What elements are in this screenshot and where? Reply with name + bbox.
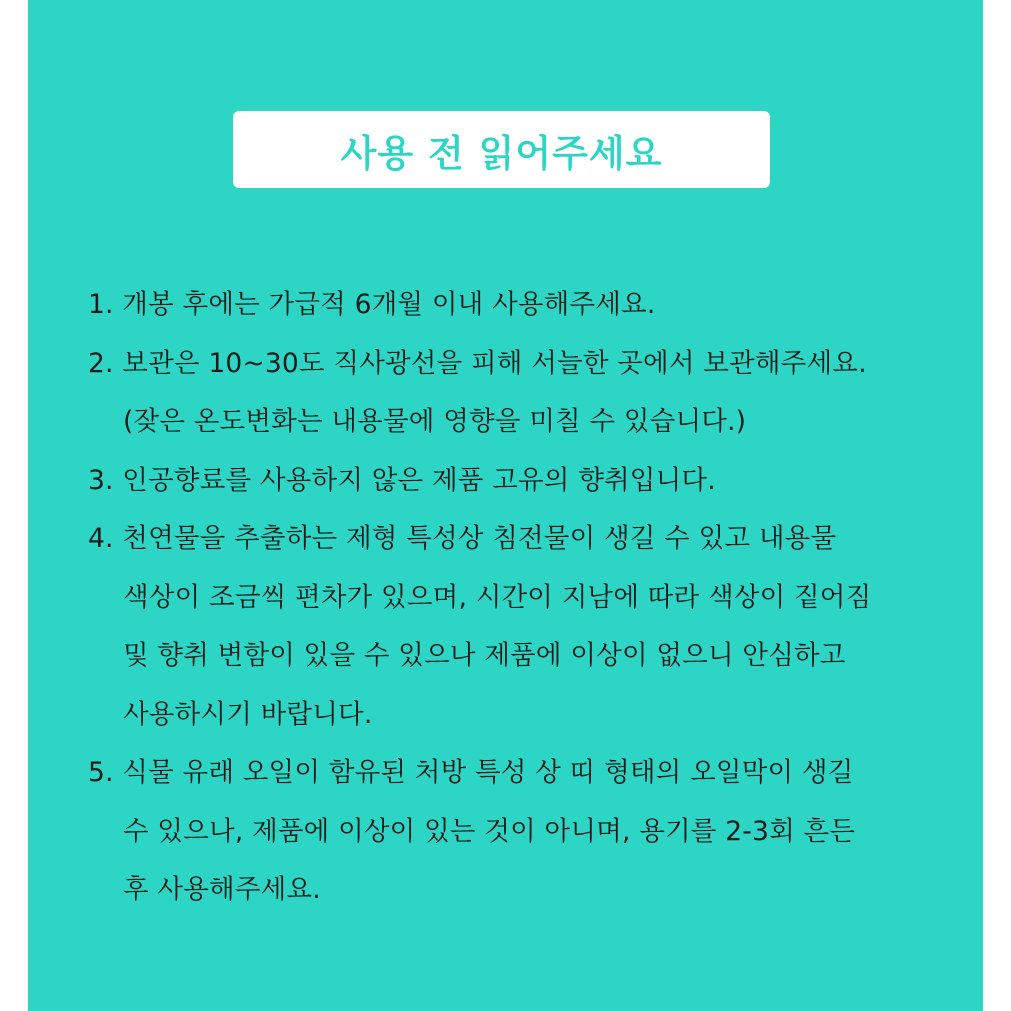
note-line: 색상이 조금씩 편차가 있으며, 시간이 지남에 따라 색상이 짙어짐 [123, 581, 872, 613]
note-line: 3. 인공향료를 사용하지 않은 제품 고유의 향취입니다. [88, 464, 716, 496]
note-line: 2. 보관은 10~30도 직사광선을 피해 서늘한 곳에서 보관해주세요. [88, 347, 867, 379]
note-line: 5. 식물 유래 오일이 함유된 처방 특성 상 띠 형태의 오일막이 생길 [88, 757, 854, 788]
list-item [88, 276, 968, 335]
note-line: 1. 개봉 후에는 가급적 6개월 이내 사용해주세요. [88, 289, 656, 320]
note-line: 후 사용해주세요. [123, 874, 321, 905]
title-banner [233, 111, 770, 188]
list-item [88, 510, 968, 744]
note-line: (잦은 온도변화는 내용물에 영향을 미칠 수 있습니다.) [123, 406, 747, 437]
note-line: 사용하시기 바랍니다. [123, 698, 373, 730]
note-line: 수 있으나, 제품에 이상이 있는 것이 아니며, 용기를 2-3회 흔든 [123, 815, 856, 847]
list-item [88, 452, 968, 511]
page-title: 사용 전 읽어주세요 [340, 131, 663, 175]
note-line: 및 향취 변함이 있을 수 있으나 제품에 이상이 없으니 안심하고 [123, 640, 846, 671]
usage-notes-list [88, 276, 968, 920]
note-line: 4. 천연물을 추출하는 제형 특성상 침전물이 생길 수 있고 내용물 [88, 523, 837, 554]
list-item [88, 744, 968, 920]
notice-panel [28, 0, 983, 1011]
list-item [88, 335, 968, 452]
